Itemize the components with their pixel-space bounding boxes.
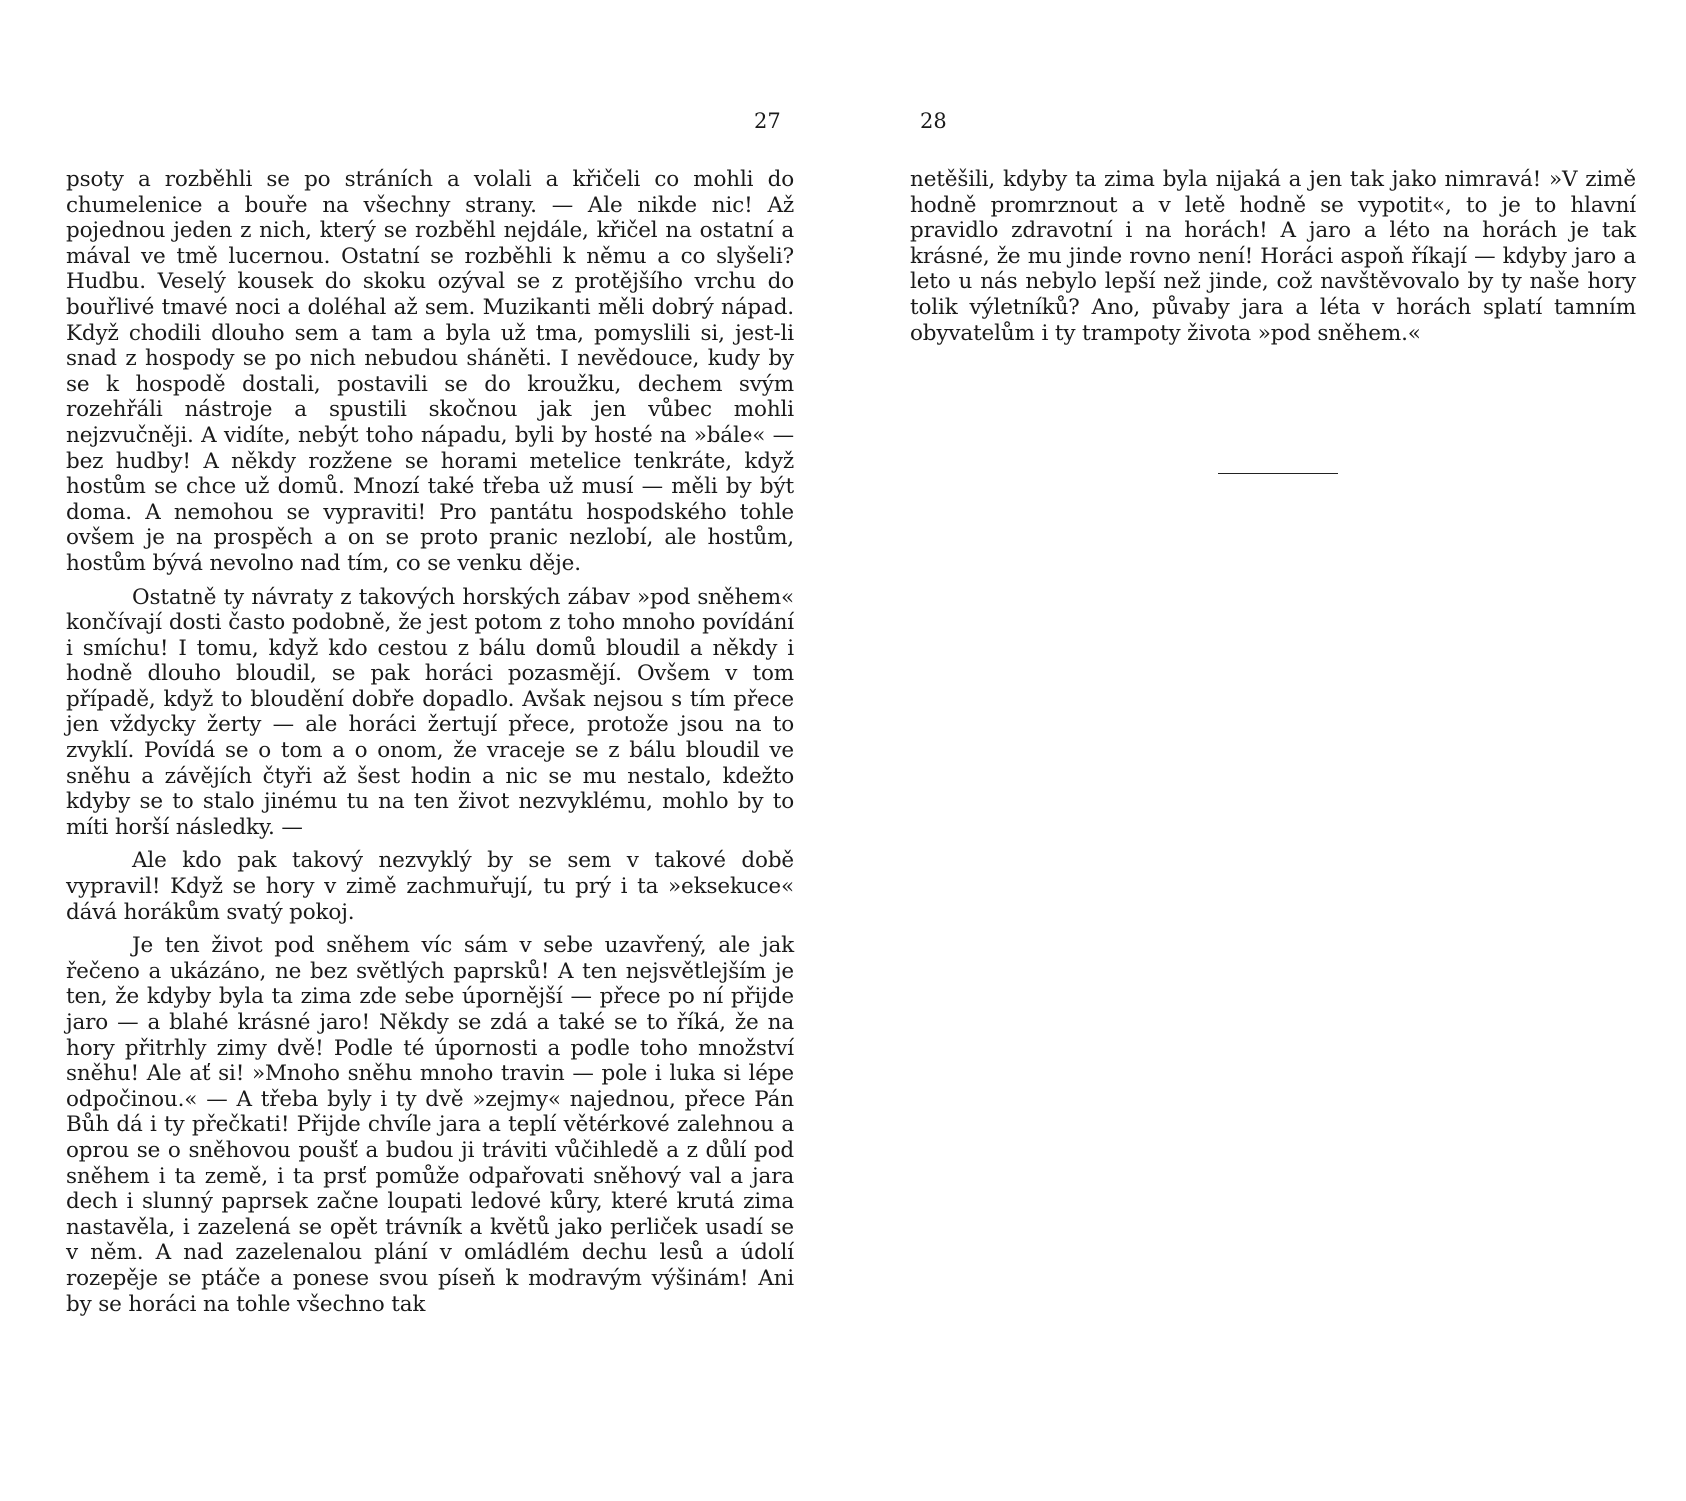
- paragraph: Ostatně ty návraty z takových horských zábav »pod sněhem« končívají dosti často podobně, že jest potom z toho mnoho povídání i smíchu! I tomu, když kdo cestou z bálu domů bloudil a někdy i hodně dlouho bloudil, se pak horáci pozasmějí. Ovšem v tom případě, když to bloudění dobře dopadlo. Avšak nejsou s tím přece jen vždycky žerty — ale horáci žertují přece, protože jsou na to zvyklí. Povídá se o tom a o onom, že vraceje se z bálu bloudil ve sněhu a závějích čtyři až šest hodin a nic se mu nestalo, kdežto kdyby se to stalo jinému tu na ten život nezvyklému, mohlo by to míti horší následky. —: [66, 584, 794, 840]
- chapter-end-rule: [1218, 473, 1338, 474]
- paragraph: netěšili, kdyby ta zima byla nijaká a jen tak jako nimravá! »V zimě hodně promrznout a v letě hodně se vypotit«, to je to hlavní pravidlo zdravotní i na horách! A jaro a léto na horách je tak krásné, že mu jinde rovno není! Horáci aspoň říkají — kdyby jaro a leto u nás nebylo lepší než jinde, což navštěvovalo by ty naše hory tolik výletníků? Ano, půvaby jara a léta v horách splatí tamním obyvatelům i ty trampoty života »pod sněhem.«: [910, 167, 1636, 346]
- page-number: 27: [754, 109, 781, 133]
- page-text: [66, 167, 794, 1317]
- page-number: 28: [920, 109, 947, 133]
- paragraph: Je ten život pod sněhem víc sám v sebe uzavřený, ale jak řečeno a ukázáno, ne bez světlých paprsků! A ten nejsvětlejším je ten, že kdyby byla ta zima zde sebe úpornější — přece po ní přijde jaro — a blahé krásné jaro! Někdy se zdá a také se to říká, že na hory přitrhly zimy dvě! Podle té úpornosti a podle toho množství sněhu! Ale ať si! »Mnoho sněhu mnoho travin — pole i luka si lépe odpočinou.« — A třeba byly i ty dvě »zejmy« najednou, přece Pán Bůh dá i ty přečkati! Přijde chvíle jara a teplí větérkové zalehnou a oprou se o sněhovou poušť a budou ji tráviti vůčihledě a z důlí pod sněhem i ta země, i ta prsť pomůže odpařovati sněhový val a jara dech i slunný paprsek začne loupati ledové kůry, které krutá zima nastavěla, i zazelená se opět trávník a květů jako perliček usadí se v něm. A nad zazelenalou plání v omládlém dechu lesů a údolí rozepěje se ptáče a ponese svou píseň k modravým výšinám! Ani by se horáci na tohle všechno tak: [66, 933, 794, 1317]
- page-text: [910, 167, 1636, 346]
- paragraph: psoty a rozběhli se po stráních a volali a křičeli co mohli do chumelenice a bouře na všechny strany. — Ale nikde nic! Až pojednou jeden z nich, který se rozběhl nejdále, křičel na ostatní a mával ve tmě lucernou. Ostatní se rozběhli k němu a co slyšeli? Hudbu. Veselý kousek do skoku ozýval se z protějšího vrchu do bouřlivé tmavé noci a doléhal až sem. Muzikanti měli dobrý nápad. Když chodili dlouho sem a tam a byla už tma, pomyslili si, jest-li snad z hospody se po nich nebudou sháněti. I nevědouce, kudy by se k hospodě dostali, postavili se do kroužku, dechem svým rozehřáli nástroje a spustili skočnou jak jen vůbec mohli nejzvučněji. A vidíte, nebýt toho nápadu, byli by hosté na »bále« — bez hudby! A někdy rozžene se horami metelice tenkráte, když hostům se chce už domů. Mnozí také třeba už musí — měli by být doma. A nemohou se vypraviti! Pro pantátu hospodského tohle ovšem je na prospěch a on se proto pranic nezlobí, ale hostům, hostům bývá nevolno nad tím, co se venku děje.: [66, 167, 794, 576]
- paragraph: Ale kdo pak takový nezvyklý by se sem v takové době vypravil! Když se hory v zimě zachmuřují, tu prý i ta »eksekuce« dává horákům svatý pokoj.: [66, 848, 794, 925]
